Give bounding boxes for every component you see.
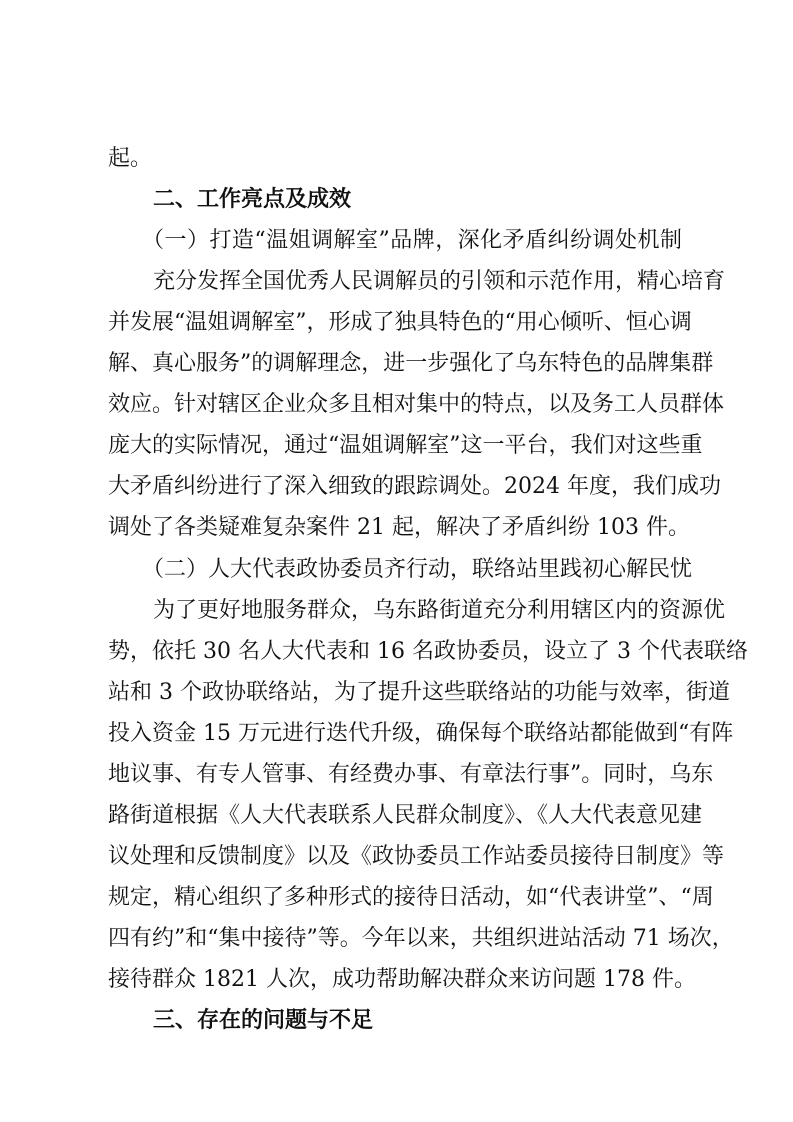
section-heading-problems: 三、存在的问题与不足: [153, 1008, 374, 1033]
section-heading-line: [0, 184, 793, 216]
paragraph-line: 并发展“温姐调解室”，形成了独具特色的“用心倾听、恒心调: [108, 310, 692, 335]
text-line: [0, 348, 793, 380]
text-line: [0, 964, 793, 996]
text-line: [0, 266, 793, 298]
text-line: [0, 307, 793, 339]
text-line: [0, 595, 793, 627]
text-line: [0, 389, 793, 421]
text-line: [0, 471, 793, 503]
text-line: [0, 759, 793, 791]
paragraph-line: 势，依托 30 名人大代表和 16 名政协委员，设立了 3 个代表联络: [108, 639, 748, 664]
paragraph-line: 大矛盾纠纷进行了深入细致的跟踪调处。2024 年度，我们成功: [108, 474, 721, 499]
paragraph-line: 地议事、有专人管事、有经费办事、有章法行事”。同时，乌东: [108, 762, 714, 787]
text-line: [0, 430, 793, 462]
paragraph-line: 为了更好地服务群众，乌东路街道充分利用辖区内的资源优: [153, 598, 726, 623]
paragraph-line: 接待群众 1821 人次，成功帮助解决群众来访问题 178 件。: [108, 967, 696, 992]
paragraph-line: 解、真心服务”的调解理念，进一步强化了乌东特色的品牌集群: [108, 351, 714, 376]
paragraph-end-line: 起。: [108, 146, 153, 171]
paragraph-line: 站和 3 个政协联络站，为了提升这些联络站的功能与效率，街道: [108, 680, 730, 705]
text-line: [0, 512, 793, 544]
paragraph-line: 规定，精心组织了多种形式的接待日活动，如“代表讲堂”、“周: [108, 885, 714, 910]
paragraph-line: 调处了各类疑难复杂案件 21 起，解决了矛盾纠纷 103 件。: [108, 515, 690, 540]
subsection-heading-line: [0, 225, 793, 257]
text-line: [0, 923, 793, 955]
paragraph-line: 路街道根据《人大代表联系人民群众制度》、《人大代表意见建: [108, 803, 703, 828]
paragraph-line: 四有约”和“集中接待”等。今年以来，共组织进站活动 71 场次，: [108, 926, 734, 951]
paragraph-line: 投入资金 15 万元进行迭代升级，确保每个联络站都能做到“有阵: [108, 721, 734, 746]
text-line: [0, 882, 793, 914]
section-heading-line: [0, 1005, 793, 1037]
paragraph-line: 庞大的实际情况，通过“温姐调解室”这一平台，我们对这些重: [108, 433, 703, 458]
paragraph-line: 效应。针对辖区企业众多且相对集中的特点，以及务工人员群体: [108, 392, 725, 417]
paragraph-line: 议处理和反馈制度》以及《政协委员工作站委员接待日制度》等: [108, 844, 725, 869]
subsection-heading-line: [0, 554, 793, 586]
text-line: [0, 718, 793, 750]
section-heading-highlights: 二、工作亮点及成效: [153, 187, 352, 212]
text-line: [0, 677, 793, 709]
subsection-heading-liaison-stations: （二）人大代表政协委员齐行动，联络站里践初心解民忧: [142, 557, 693, 582]
text-line: [0, 841, 793, 873]
text-line: [0, 800, 793, 832]
paragraph-line: 充分发挥全国优秀人民调解员的引领和示范作用，精心培育: [153, 269, 726, 294]
subsection-heading-mediation-room: （一）打造“温姐调解室”品牌，深化矛盾纠纷调处机制: [142, 228, 682, 253]
text-line: [0, 143, 793, 175]
text-line: [0, 636, 793, 668]
